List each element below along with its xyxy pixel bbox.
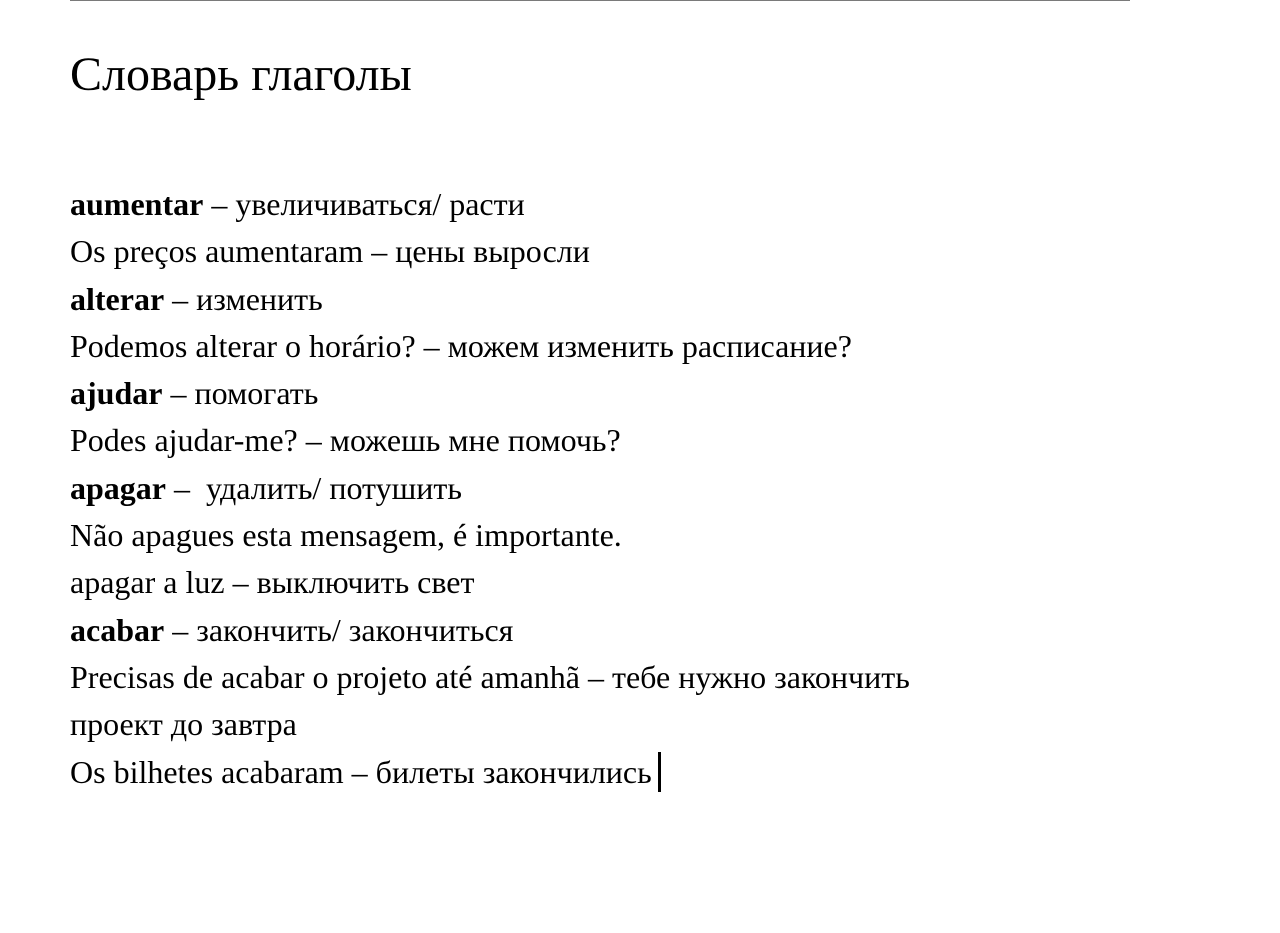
- verb-term: alterar: [70, 280, 165, 317]
- line-text: Os preços aumentaram – цены выросли: [70, 233, 590, 270]
- document-body[interactable]: [70, 181, 1210, 796]
- line-text: apagar a luz – выключить свет: [70, 564, 475, 601]
- verb-term: aumentar: [70, 186, 204, 222]
- example-line: [70, 417, 1210, 464]
- example-line: [70, 654, 1210, 701]
- document-title: Словарь глаголы: [70, 48, 412, 101]
- entry-line-ajudar: [70, 370, 1210, 417]
- text-cursor: [658, 752, 661, 792]
- line-text: Os bilhetes acabaram – билеты закончились: [70, 753, 652, 790]
- verb-term: apagar: [70, 469, 166, 506]
- entry-line-apagar: [70, 465, 1210, 512]
- example-line: [70, 701, 1210, 748]
- line-text: Precisas de acabar o projeto até amanhã – тебе нужно закончить: [70, 658, 910, 695]
- line-text: Não apagues esta mensagem, é importante.: [70, 517, 622, 554]
- document-page[interactable]: [70, 46, 1210, 796]
- top-divider: [70, 0, 1130, 1]
- example-line: [70, 512, 1210, 559]
- line-text: проект до завтра: [70, 706, 297, 743]
- entry-line-alterar: [70, 276, 1210, 323]
- entry-line-aumentar: [70, 181, 1210, 228]
- verb-term: ajudar: [70, 375, 163, 412]
- line-text: – увеличиваться/ расти: [203, 186, 525, 222]
- line-text: – изменить: [164, 280, 323, 317]
- line-text: – удалить/ потушить: [166, 469, 462, 506]
- example-line: [70, 228, 1210, 275]
- example-line: [70, 749, 1210, 796]
- verb-term: acabar: [70, 611, 165, 648]
- line-text: – помогать: [162, 375, 319, 412]
- example-line: [70, 559, 1210, 606]
- example-line: [70, 323, 1210, 370]
- line-text: – закончить/ закончиться: [164, 611, 514, 648]
- entry-line-acabar: [70, 607, 1210, 654]
- line-text: Podes ajudar-me? – можешь мне помочь?: [70, 422, 621, 459]
- line-text: Podemos alterar o horário? – можем изменить расписание?: [70, 327, 852, 364]
